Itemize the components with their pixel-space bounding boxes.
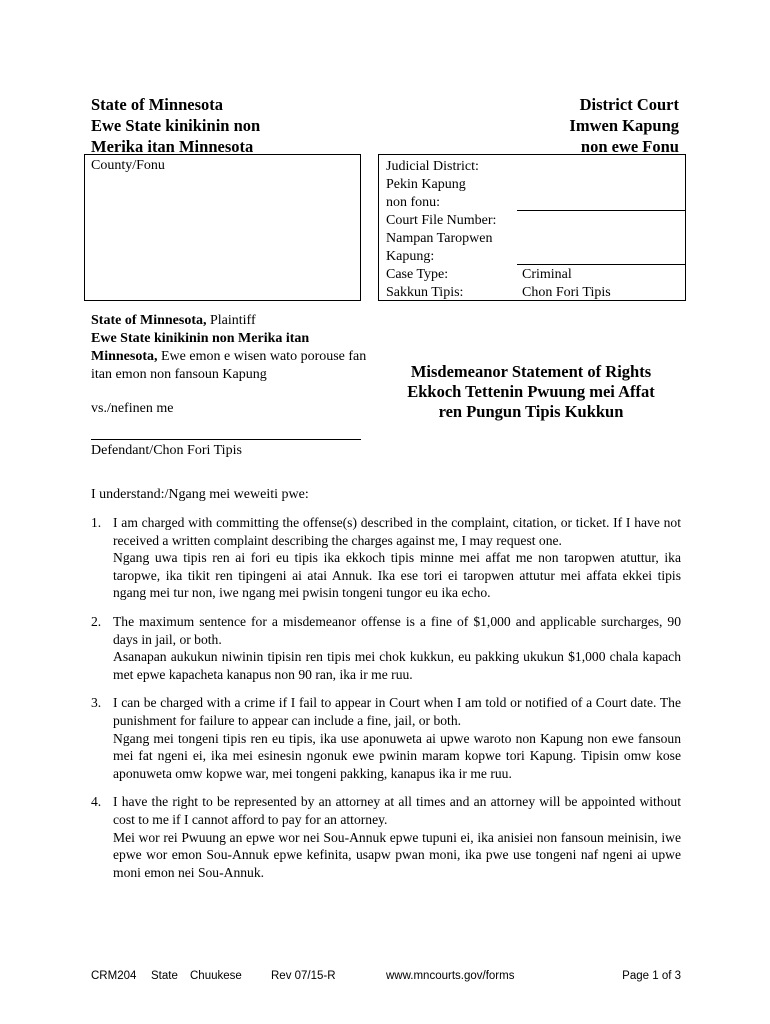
- footer-language: Chuukese: [190, 970, 242, 982]
- header-state-line: State of Minnesota: [91, 95, 223, 114]
- header-court-line: District Court: [579, 95, 679, 114]
- rights-item-english: I am charged with committing the offense(s) described in the complaint, citation, or ticket. If I have not received a written complaint describing the charges against me, I may request one.: [113, 515, 681, 548]
- county-field[interactable]: [84, 154, 361, 301]
- rights-item: 4. I have the right to be represented by an attorney at all times and an attorney will be appointed without cost to me if I cannot afford to pay for an attorney. Mei wor rei Pwuung an epwe wor nei Sou-Annuk epwe tupuni ei, ika anisiei non fansoun meinisin, iwe epwe wor emon Sou-Annuk epwe kefinita, usapw pwan moni, ika pwe use tongeni naf ngeni ai upwe moni emon nei Sou-Annuk.: [91, 794, 681, 880]
- footer-page-number: Page 1 of 3: [622, 970, 681, 982]
- footer-url[interactable]: www.mncourts.gov/forms: [386, 970, 515, 982]
- footer-state: State: [151, 970, 178, 982]
- defendant-label: Defendant/Chon Fori Tipis: [91, 443, 242, 458]
- case-info-box: [378, 154, 686, 301]
- county-label: County/Fonu: [91, 158, 165, 173]
- court-file-number-label: Court File Number: Nampan Taropwen Kapung:: [386, 213, 497, 264]
- header-state-line: Ewe State kinikinin non: [91, 116, 261, 135]
- rights-item-chuukese: Asanapan aukukun niwinin tipisin ren tipis mei chok kukkun, eu pakking ukukun $1,000 chala kapach met epwe kapacheta kanapus non 90 ran, ika ir me ruu.: [113, 649, 681, 682]
- judicial-district-field[interactable]: [517, 210, 685, 211]
- rights-item: 1. I am charged with committing the offense(s) described in the complaint, citation, or ticket. If I have not received a written complaint describing the charges against me, I may request one. Ngang uwa tipis ren ai fori eu tipis ika ekkoch tipis minne mei affat me non taropwen atuttur, ika taropwe, ika tikit ren tipingeni ai atai Annuk. Ika ese tori ei taropwen attutur mei affata ekkei tipis ngang mei tur non, iwe ngang mei pwisin tongeni tungor eu ika echo.: [91, 515, 681, 601]
- rights-item-english: I can be charged with a crime if I fail to appear in Court when I am told or notified of a Court date. The punishment for failure to appear can include a fine, jail, or both.: [113, 695, 681, 728]
- header-court-line: non ewe Fonu: [580, 137, 679, 156]
- rights-list: [91, 514, 681, 892]
- header-state: [91, 94, 260, 157]
- rights-item: 3. I can be charged with a crime if I fail to appear in Court when I am told or notified of a Court date. The punishment for failure to appear can include a fine, jail, or both. Ngang mei tongeni tipis ren eu tipis, ika use aponuweta ai upwe waroto non Kapung non ewe fansoun mei fat ngeni ei, ika mei esinesin ngonuk ewe pwinin maram kopwe tori Kapung. Tipisin omw kose aponuweta omw kopwe war, mei tongeni pakking, kanapus ika ir me ruu.: [91, 695, 681, 781]
- header-court-line: Imwen Kapung: [569, 116, 679, 135]
- plaintiff-block: State of Minnesota, Plaintiff Ewe State kinikinin non Merika itan Minnesota, Ewe emon e wisen wato porouse fan itan emon non fansoun Kapung: [91, 313, 367, 382]
- document-title: Misdemeanor Statement of Rights Ekkoch Tettenin Pwuung mei Affat ren Pungun Tipis Kukkun: [407, 362, 655, 421]
- versus-label: vs./nefinen me: [91, 401, 174, 416]
- rights-item-chuukese: Ngang mei tongeni tipis ren eu tipis, ika use aponuweta ai upwe waroto non Kapung non ewe fansoun mei fat ngeni ei, ika mei esinesin ngonuk ewe pwinin maram kopwe tori Kapung. Tipisin omw kose aponuweta omw kopwe war, mei tongeni pakking, kanapus ika ir me ruu.: [113, 730, 681, 781]
- footer-form-number: CRM204: [91, 970, 137, 982]
- judicial-district-label: Judicial District: Pekin Kapung non fonu:: [386, 159, 479, 210]
- header-court: [569, 94, 679, 157]
- understand-intro: I understand:/Ngang mei weweiti pwe:: [91, 487, 309, 502]
- rights-item-english: I have the right to be represented by an attorney at all times and an attorney will be appointed without cost to me if I cannot afford to pay for an attorney.: [113, 794, 681, 827]
- case-type-label: Case Type: Sakkun Tipis:: [386, 267, 464, 300]
- rights-item-chuukese: Ngang uwa tipis ren ai fori eu tipis ika ekkoch tipis minne mei affat me non taropwen atuttur, ika taropwe, ika tikit ren tipingeni ai atai Annuk. Ika ese tori ei taropwen attutur mei affata ekkei tipis ngang mei tur non, iwe ngang mei pwisin tongeni tungor eu ika echo.: [113, 550, 681, 601]
- rights-item-chuukese: Mei wor rei Pwuung an epwe wor nei Sou-Annuk epwe tupuni ei, ika anisiei non fansoun meinisin, iwe epwe wor emon Sou-Annuk epwe kefinita, usapw pwan moni, ika pwe use tongeni naf ngeni ai upwe moni emon nei Sou-Annuk.: [113, 829, 681, 880]
- rights-item: 2. The maximum sentence for a misdemeanor offense is a fine of $1,000 and applicable surcharges, 90 days in jail, or both. Asanapan aukukun niwinin tipisin ren tipis mei chok kukkun, eu pakking ukukun $1,000 chala kapach met epwe kapacheta kanapus non 90 ran, ika ir me ruu.: [91, 613, 681, 682]
- header-state-line: Merika itan Minnesota: [91, 137, 254, 156]
- defendant-name-field[interactable]: [91, 439, 361, 440]
- rights-item-english: The maximum sentence for a misdemeanor offense is a fine of $1,000 and applicable surcharges, 90 days in jail, or both.: [113, 613, 681, 647]
- case-type-value: Criminal Chon Fori Tipis: [522, 267, 611, 300]
- footer-revision: Rev 07/15-R: [271, 970, 336, 982]
- court-file-number-field[interactable]: [517, 264, 685, 265]
